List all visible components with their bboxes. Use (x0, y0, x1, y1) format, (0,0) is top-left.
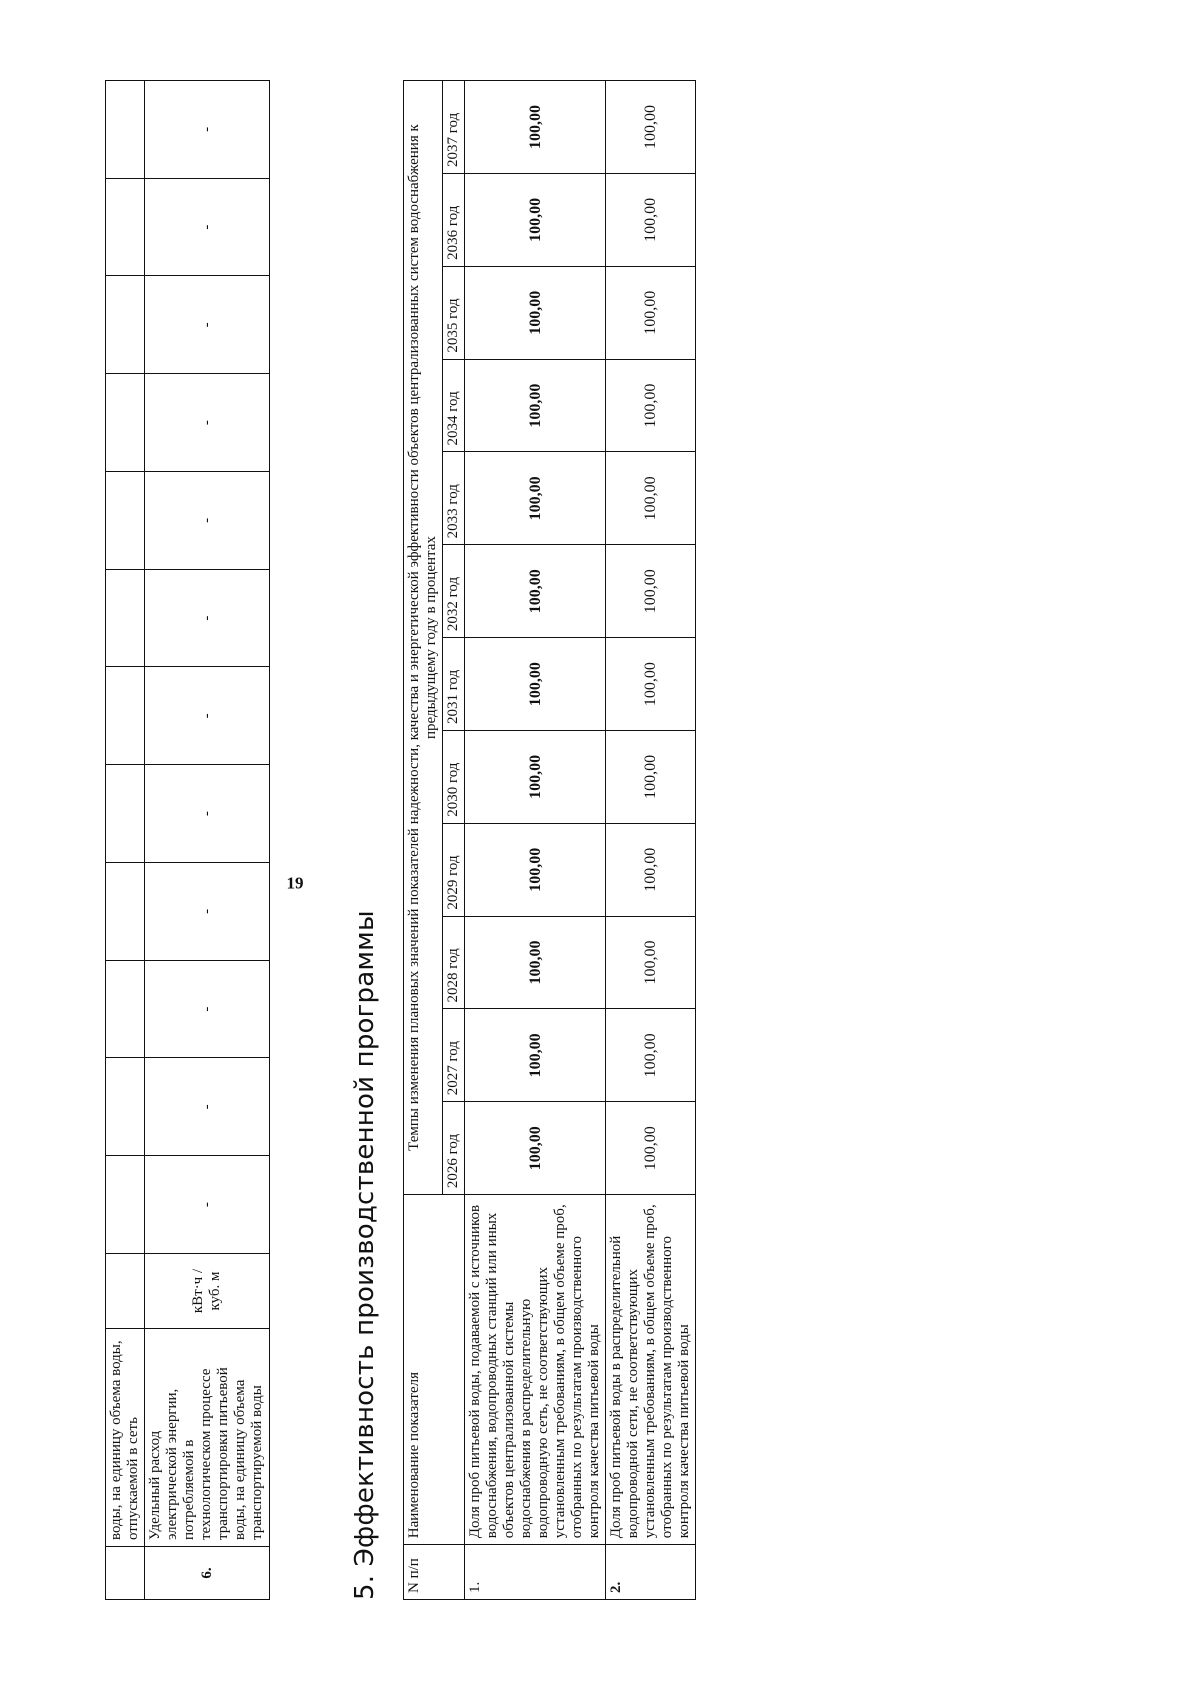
value-cell: 100,00 (465, 81, 606, 174)
table-row (106, 81, 145, 1600)
value-cell (106, 1058, 145, 1156)
value-cell (106, 765, 145, 863)
header-row-number: N п/п (404, 1545, 465, 1600)
unit-cell (106, 1254, 145, 1329)
value-cell: - (145, 960, 270, 1058)
value-cell (106, 374, 145, 472)
value-cell (106, 178, 145, 276)
value-cell: 100,00 (606, 1009, 696, 1102)
header-year: 2029 год (443, 823, 465, 916)
value-cell (106, 472, 145, 570)
header-year: 2035 год (443, 266, 465, 359)
header-year: 2037 год (443, 81, 465, 174)
value-cell: - (145, 1156, 270, 1254)
value-cell: 100,00 (465, 638, 606, 731)
value-cell: 100,00 (606, 638, 696, 731)
value-cell: 100,00 (465, 823, 606, 916)
header-year: 2034 год (443, 359, 465, 452)
value-cell: - (145, 81, 270, 179)
value-cell: - (145, 276, 270, 374)
row-number-cell (106, 1547, 145, 1600)
indicator-name-cell: Доля проб питьевой воды, подаваемой с источников водоснабжения, водопроводных станций или иных объектов централизованной системы водоснабжения в распределительную водопроводную сеть, не соответствующих установленным требованиям, в общем объеме проб, отобранных по результатам производственного контроля качества питьевой воды (465, 1195, 606, 1545)
value-cell (106, 667, 145, 765)
value-cell (106, 276, 145, 374)
value-cell: - (145, 569, 270, 667)
value-cell: - (145, 765, 270, 863)
table-row (606, 81, 696, 1600)
value-cell: 100,00 (606, 81, 696, 174)
value-cell: - (145, 1058, 270, 1156)
row-number-cell: 6. (145, 1547, 270, 1600)
value-cell (106, 960, 145, 1058)
value-cell: 100,00 (465, 174, 606, 267)
indicator-name-cell: Доля проб питьевой воды в распределительной водопроводной сети, не соответствующих установленным требованиям, в общем объеме проб, отобранных по результатам производственного контроля качества питьевой воды (606, 1195, 696, 1545)
table-header-row (404, 81, 443, 1600)
value-cell: 100,00 (606, 452, 696, 545)
value-cell: 100,00 (465, 266, 606, 359)
indicators-table-continuation (105, 80, 270, 1600)
header-group-rates: Темпы изменения плановых значений показателей надежности, качества и энергетической эффективности объектов централизованных систем водоснабжения к предыдущему году в процентах (404, 81, 443, 1195)
value-cell (106, 863, 145, 961)
value-cell: 100,00 (465, 452, 606, 545)
section-title: 5. Эффективность производственной программы (350, 910, 380, 1600)
value-cell: 100,00 (606, 1102, 696, 1195)
unit-cell: кВт·ч / куб. м (145, 1254, 270, 1329)
value-cell: 100,00 (606, 359, 696, 452)
rotated-document-sheet (105, 80, 1025, 1600)
value-cell: - (145, 667, 270, 765)
value-cell: - (145, 863, 270, 961)
row-number-cell: 2. (606, 1545, 696, 1600)
indicator-name-fragment: воды, на единицу объема воды, отпускаемой в сеть (106, 1329, 145, 1547)
value-cell (106, 569, 145, 667)
value-cell: 100,00 (465, 545, 606, 638)
value-cell (106, 1156, 145, 1254)
value-cell (106, 81, 145, 179)
value-cell: 100,00 (606, 916, 696, 1009)
header-year: 2032 год (443, 545, 465, 638)
indicator-name-cell: Удельный расход электрической энергии, потребляемой в технологическом процессе транспортировки питьевой воды, на единицу объема транспортируемой воды (145, 1329, 270, 1547)
value-cell: 100,00 (606, 730, 696, 823)
value-cell: - (145, 374, 270, 472)
header-year: 2028 год (443, 916, 465, 1009)
value-cell: 100,00 (465, 1009, 606, 1102)
page-number: 19 (286, 873, 304, 893)
table-row (145, 81, 270, 1600)
header-year: 2033 год (443, 452, 465, 545)
header-year: 2030 год (443, 730, 465, 823)
header-indicator-name: Наименование показателя (404, 1195, 465, 1545)
header-year: 2031 год (443, 638, 465, 731)
value-cell: 100,00 (465, 359, 606, 452)
value-cell: 100,00 (465, 916, 606, 1009)
value-cell: 100,00 (606, 823, 696, 916)
value-cell: - (145, 472, 270, 570)
row-number-cell: 1. (465, 1545, 606, 1600)
value-cell: 100,00 (606, 266, 696, 359)
value-cell: 100,00 (465, 1102, 606, 1195)
header-year: 2027 год (443, 1009, 465, 1102)
production-program-efficiency-table (403, 80, 696, 1600)
table-row (465, 81, 606, 1600)
header-year: 2036 год (443, 174, 465, 267)
value-cell: 100,00 (465, 730, 606, 823)
value-cell: 100,00 (606, 174, 696, 267)
value-cell: 100,00 (606, 545, 696, 638)
value-cell: - (145, 178, 270, 276)
header-year: 2026 год (443, 1102, 465, 1195)
